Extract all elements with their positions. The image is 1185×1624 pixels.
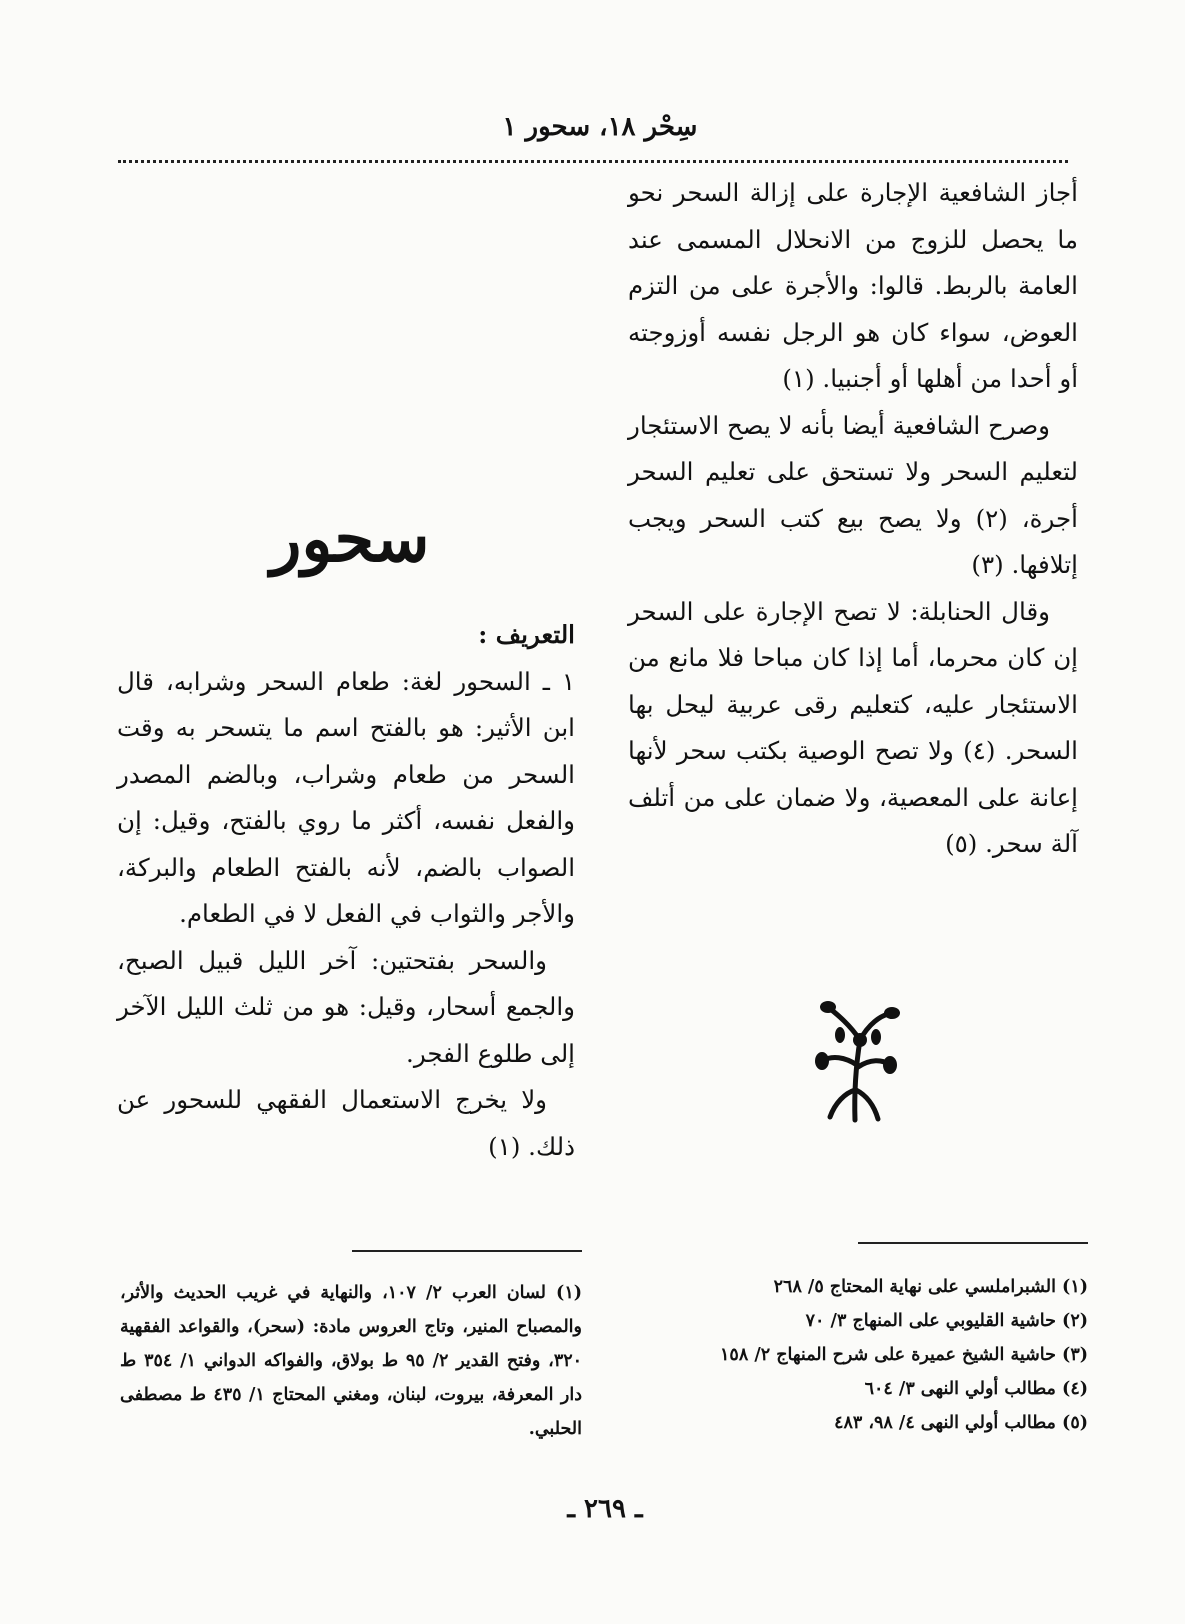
body-paragraph: ١ ـ السحور لغة: طعام السحر وشرابه، قال ابن الأثير: هو بالفتح اسم ما يتسحر به وقت السحر من طعام وشراب، وبالضم المصدر والفعل نفسه، أكثر ما روي بالفتح، وقيل: إن الصواب بالضم، لأنه بالفتح الطعام والبركة، والأجر والثواب في الفعل لا في الطعام. [117,666,575,928]
header-dotted-rule [118,160,1068,163]
footnote: (١) لسان العرب ٢/ ١٠٧، والنهاية في غريب الحديث والأثر، والمصباح المنير، وتاج العروس مادة: (سحر)، والقواعد الفقهية ٣٢٠، وفتح القدير ٢/ ٩٥ ط بولاق، والفواكه الدواني ١/ ٣٥٤ ط دار المعرفة، بيروت، لبنان، ومغني المحتاج ١/ ٤٣٥ ط مصطفى الحلبي. [120,1283,583,1439]
footnote: (٥) مطالب أولي النهى ٤/ ٩٨، ٤٨٣ [834,1413,1088,1433]
footnote: (٢) حاشية القليوبي على المنهاج ٣/ ٧٠ [805,1311,1088,1331]
body-paragraph: وقال الحنابلة: لا تصح الإجارة على السحر إن كان محرما، أما إذا كان مباحا فلا مانع من الاستئجار عليه، كتعليم رقى عربية ليحل بها السحر. (٤) ولا تصح الوصية بكتب سحر لأنها إعانة على المعصية، ولا ضمان على من أتلف آلة سحر. (٥) [628,596,1078,858]
footnote: (٣) حاشية الشيخ عميرة على شرح المنهاج ٢/ ١٥٨ [720,1345,1088,1365]
footnotes-right [690,1270,1088,1440]
right-column [628,170,1078,868]
body-paragraph: وصرح الشافعية أيضا بأنه لا يصح الاستئجار لتعليم السحر ولا تستحق على تعليم السحر أجرة، (٢) ولا يصح بيع كتب السحر ويجب إتلافها. (٣) [628,410,1078,579]
body-paragraph: أجاز الشافعية الإجارة على إزالة السحر نحو ما يحصل للزوج من الانحلال المسمى عند العامة بالربط. قالوا: والأجرة على من التزم العوض، سواء كان هو الرجل نفسه أوزوجته أو أحدا من أهلها أو أجنبيا. (١) [628,178,1078,393]
left-column [117,612,575,1170]
footnote-rule [858,1242,1088,1244]
body-paragraph: ولا يخرج الاستعمال الفقهي للسحور عن ذلك. (١) [117,1085,575,1161]
footnote-rule [352,1250,582,1252]
page-number: ـ ٢٦٩ ـ [567,1494,643,1524]
floral-ornament-icon [810,995,900,1125]
body-paragraph: والسحر بفتحتين: آخر الليل قبيل الصبح، والجمع أسحار، وقيل: هو من ثلث الليل الآخر إلى طلوع الفجر. [117,945,575,1068]
footnotes-left [120,1276,582,1446]
article-title: سحور [270,502,430,577]
section-heading: التعريف : [478,620,575,649]
footnote: (١) الشبراملسي على نهاية المحتاج ٥/ ٢٦٨ [773,1277,1088,1297]
footnote: (٤) مطالب أولي النهى ٣/ ٦٠٤ [864,1379,1088,1399]
running-head: سِحْر ١٨، سحور ١ [502,112,698,142]
